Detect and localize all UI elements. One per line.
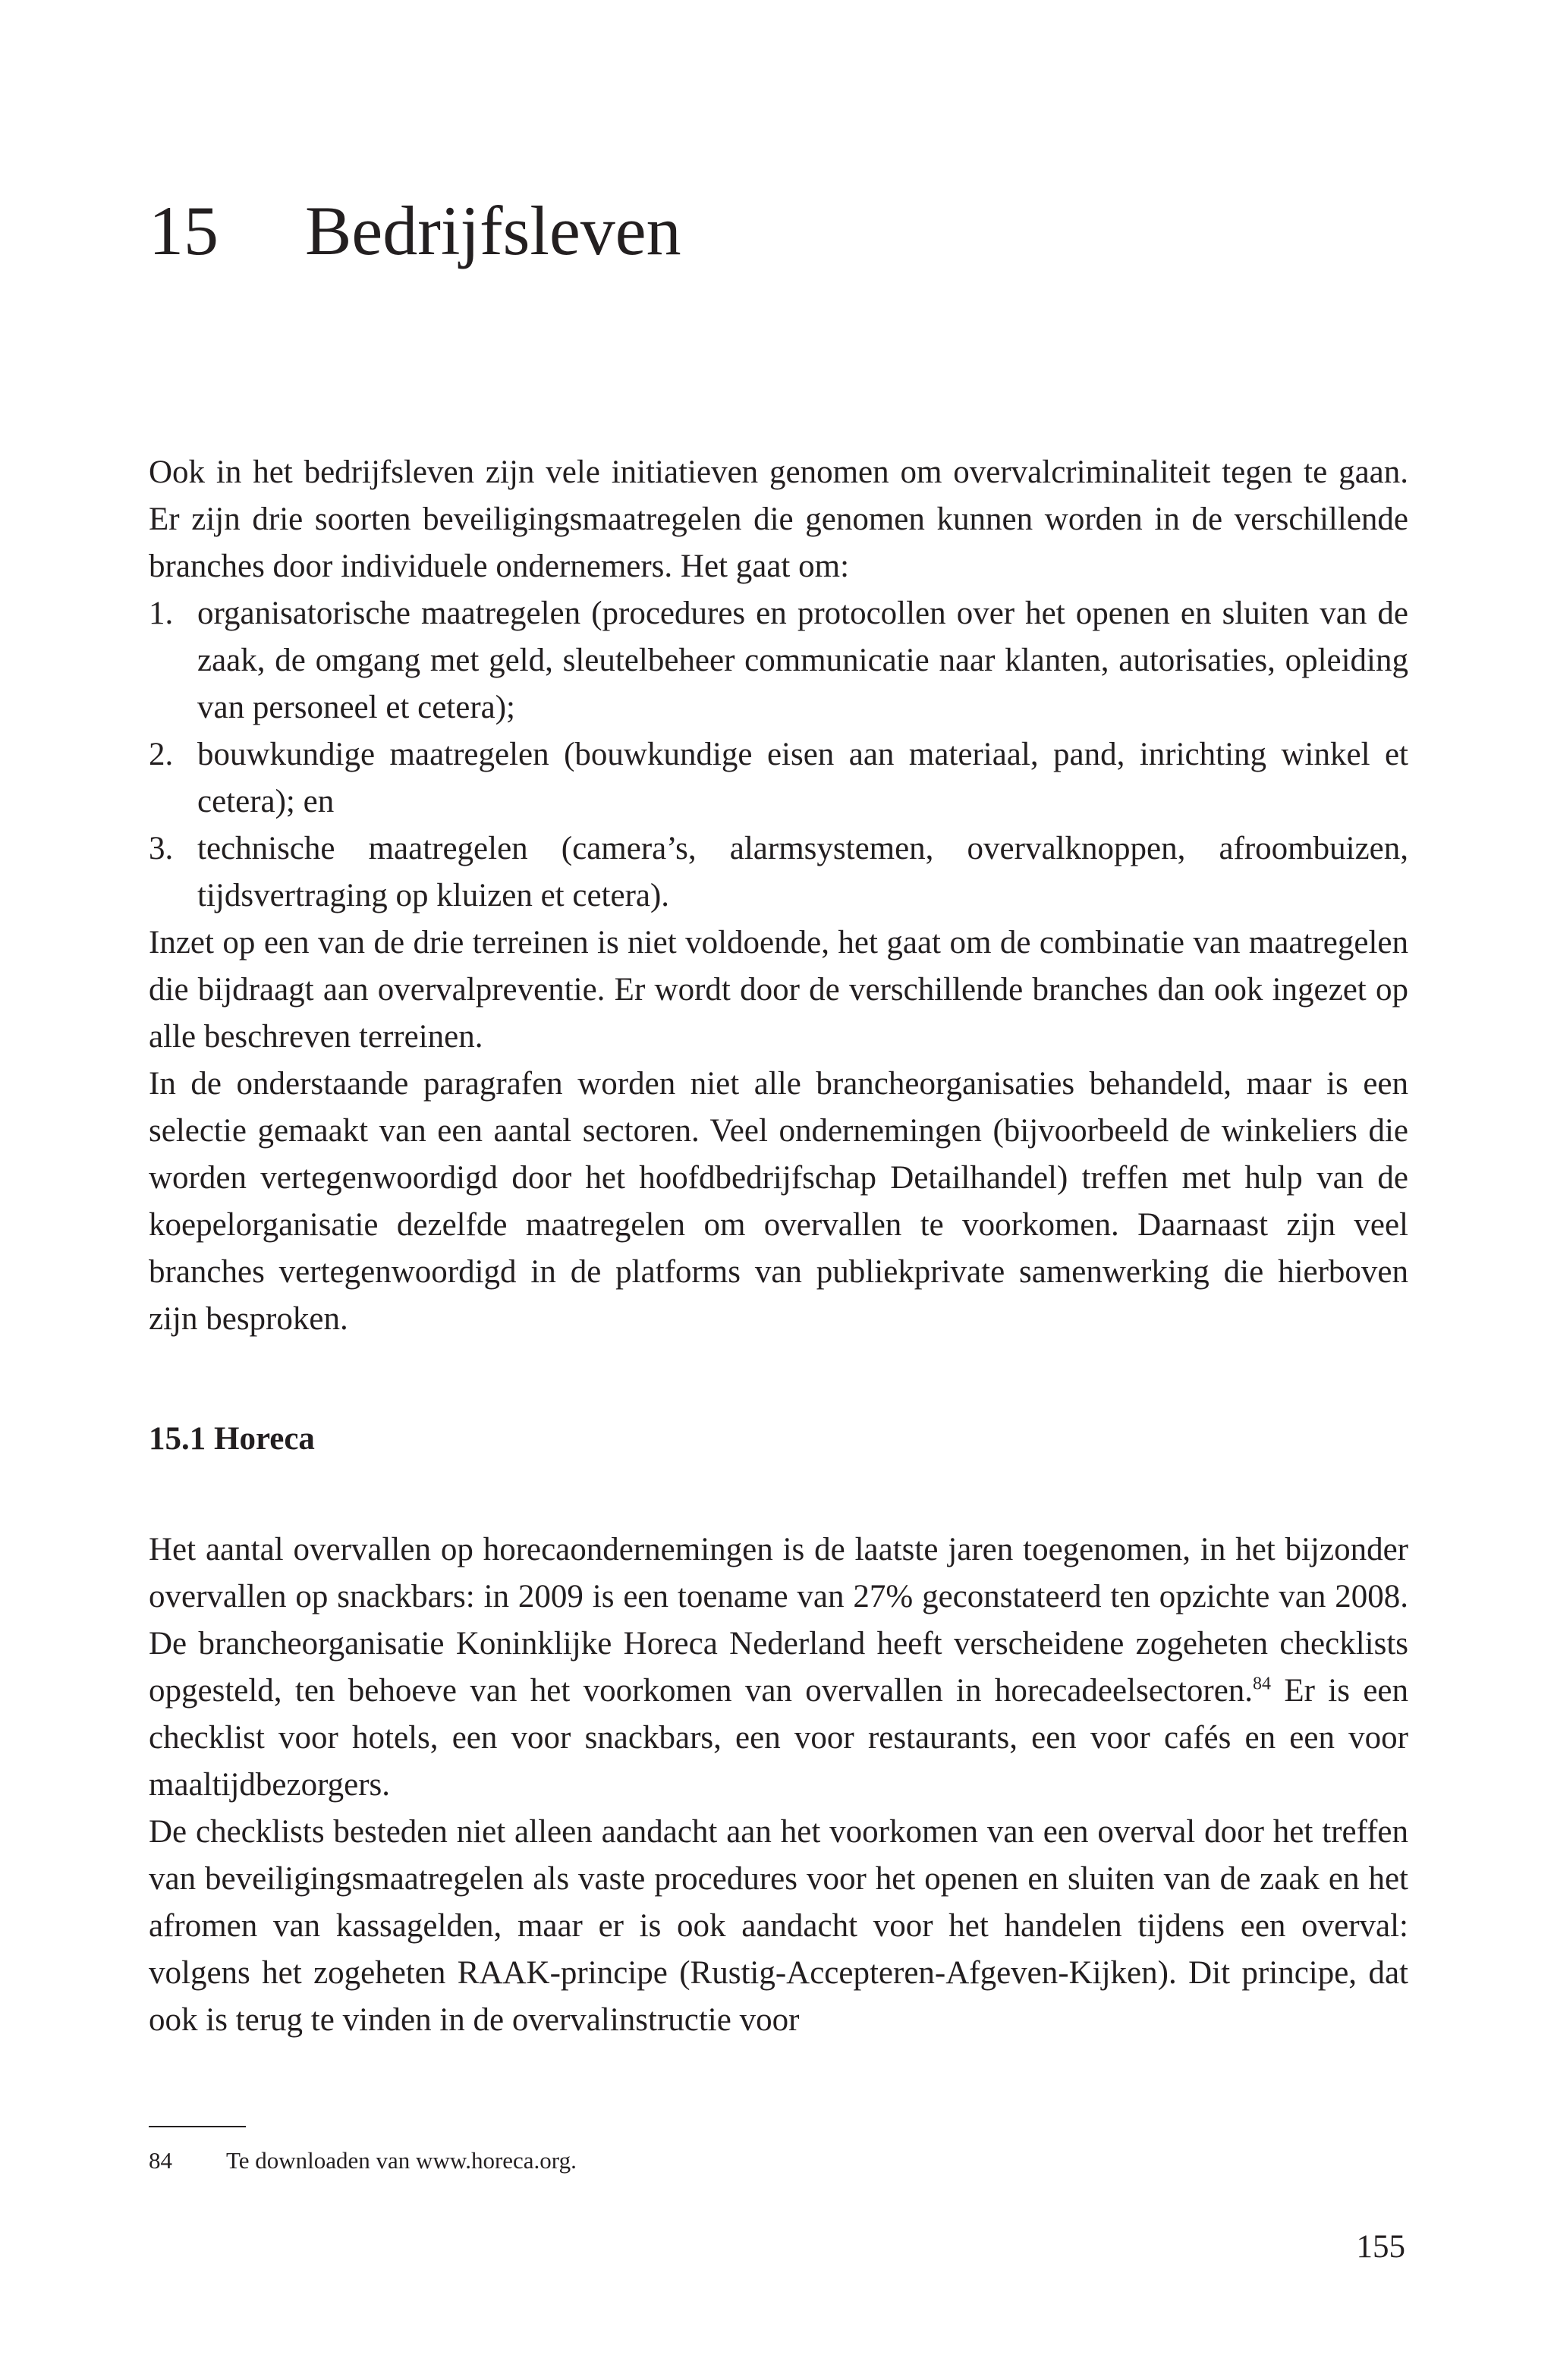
footnote-text: Te downloaden van www.horeca.org.: [226, 2147, 577, 2174]
list-item-text: bouwkundige maatregelen (bouwkundige eisen aan materiaal, pand, inrichting winkel et cetera); en: [197, 737, 1408, 819]
paragraph-text: Het aantal overvallen op horecaondernemingen is de laatste jaren toegenomen, in het bijzonder overvallen op snackbars: in 2009 is een toename van 27% geconstateerd ten opzichte van 2008. De brancheorganisatie Koninklijke Horeca Nederland heeft verscheidene zogeheten checklists opgesteld, ten behoeve van het voorkomen van overvallen in horecadeelsectoren.: [149, 1532, 1408, 1709]
footnote-divider: [149, 2126, 246, 2127]
list-item: [149, 825, 1408, 920]
body-paragraph: De checklists besteden niet alleen aandacht aan het voorkomen van een overval door het treffen van beveiligingsmaatregelen als vaste procedures voor het openen en sluiten van de zaak en het afromen van kassagelden, maar er is ook aandacht voor het handelen tijdens een overval: volgens het zogeheten RAAK-principe (Rustig-Accepteren-Afgeven-Kijken). Dit principe, dat ook is terug te vinden in de overvalinstructie voor: [149, 1814, 1408, 2038]
list-item: [149, 731, 1408, 825]
list-item-number: 3.: [149, 831, 174, 866]
chapter-title: [149, 185, 681, 276]
footnote-reference[interactable]: 84: [1253, 1674, 1272, 1694]
measures-list: [149, 590, 1408, 920]
footnote: [149, 2144, 577, 2177]
page-number: 155: [1356, 2229, 1405, 2265]
list-item-number: 2.: [149, 737, 174, 772]
body-text: [149, 449, 1408, 2044]
chapter-name: Bedrijfsleven: [305, 192, 681, 269]
body-paragraph: Inzet op een van de drie terreinen is niet voldoende, het gaat om de combinatie van maatregelen die bijdraagt aan overvalpreventie. Er wordt door de verschillende branches dan ook ingezet op alle beschreven terreinen.: [149, 925, 1408, 1055]
list-item-text: organisatorische maatregelen (procedures en protocollen over het openen en sluiten van de zaak, de omgang met geld, sleutelbeheer communicatie naar klanten, autorisaties, opleiding van personeel et cetera);: [197, 596, 1408, 725]
footnote-number: 84: [149, 2147, 172, 2174]
body-paragraph: [149, 1526, 1408, 1809]
list-item: [149, 590, 1408, 731]
list-item-text: technische maatregelen (camera’s, alarmsystemen, overvalknoppen, afroombuizen, tijdsvertraging op kluizen et cetera).: [197, 831, 1408, 913]
intro-paragraph: Ook in het bedrijfsleven zijn vele initiatieven genomen om overvalcriminaliteit tegen te gaan. Er zijn drie soorten beveiligingsmaatregelen die genomen kunnen worden in de verschillende branches door individuele ondernemers. Het gaat om:: [149, 454, 1408, 584]
section-heading: 15.1 Horeca: [149, 1421, 315, 1457]
paragraph-text: Er is een checklist voor hotels, een voor snackbars, een voor restaurants, een voor cafés en een voor maaltijdbezorgers.: [149, 1673, 1408, 1803]
body-paragraph: In de onderstaande paragrafen worden niet alle brancheorganisaties behandeld, maar is een selectie gemaakt van een aantal sectoren. Veel ondernemingen (bijvoorbeeld de winkeliers die worden vertegenwoordigd door het hoofdbedrijfschap Detailhandel) treffen met hulp van de koepelorganisatie dezelfde maatregelen om overvallen te voorkomen. Daarnaast zijn veel branches vertegenwoordigd in de platforms van publiekprivate samenwerking die hierboven zijn besproken.: [149, 1066, 1408, 1337]
chapter-number: 15: [149, 192, 219, 269]
list-item-number: 1.: [149, 596, 174, 631]
